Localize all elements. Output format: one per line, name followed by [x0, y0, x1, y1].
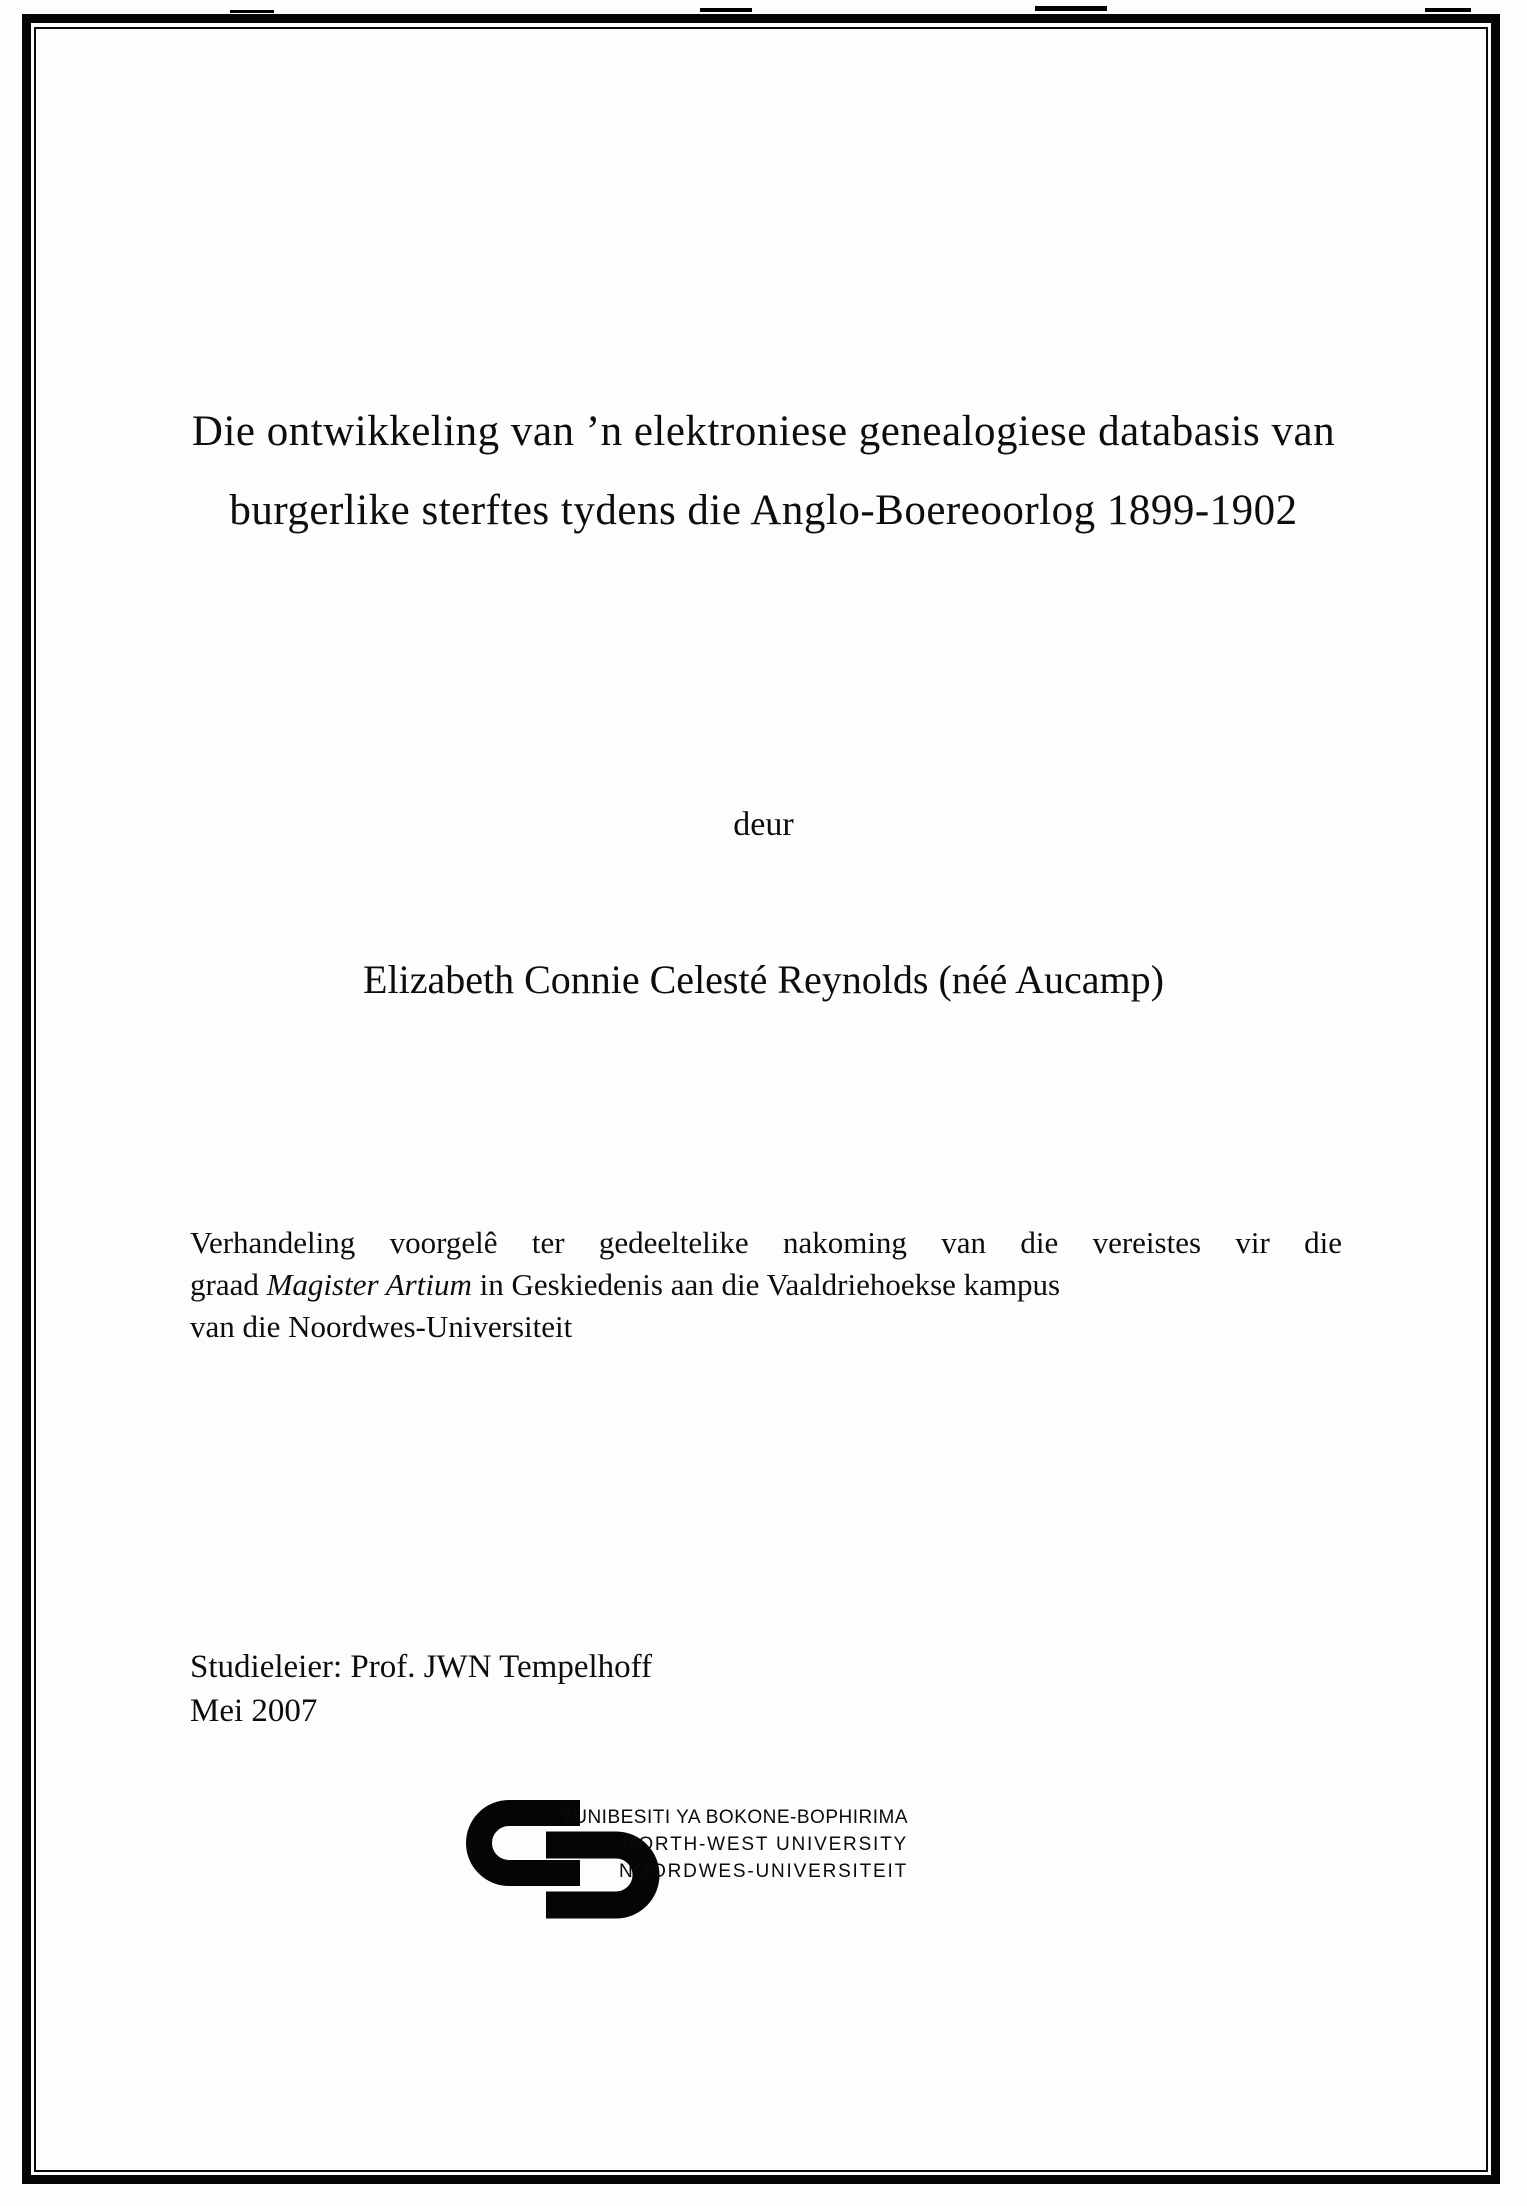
university-logo [463, 1798, 923, 1933]
declaration-line-3: van die Noordwes-Universiteit [190, 1309, 573, 1344]
thesis-title [100, 392, 1427, 550]
byline-label: deur [733, 806, 794, 843]
logo-text-setswana: YUNIBESITI YA BOKONE-BOPHIRIMA [560, 1807, 908, 1828]
degree-name-italic: Magister Artium [266, 1267, 472, 1302]
scan-artifact [700, 8, 752, 12]
date-line: Mei 2007 [190, 1693, 318, 1729]
scan-artifact [230, 10, 274, 13]
logo-text-afrikaans: NOORDWES-UNIVERSITEIT [618, 1861, 908, 1882]
supervisor-block [190, 1645, 652, 1733]
declaration-paragraph [190, 1222, 1342, 1348]
supervisor-line: Studieleier: Prof. JWN Tempelhoff [190, 1649, 653, 1685]
declaration-line-1: Verhandeling voorgelê ter gedeeltelike nakoming van die vereistes vir die [190, 1225, 1342, 1260]
author-name: Elizabeth Connie Celesté Reynolds (néé Aucamp) [363, 957, 1164, 1002]
declaration-line-2-suffix: in Geskiedenis aan die Vaaldriehoekse kampus [471, 1267, 1061, 1302]
thesis-title-line-1: Die ontwikkeling van ’n elektroniese genealogiese databasis van [191, 408, 1336, 455]
logo-text-english: NORTH-WEST UNIVERSITY [622, 1834, 908, 1855]
thesis-title-line-2: burgerlike sterftes tydens die Anglo-Boereoorlog 1899-1902 [229, 487, 1298, 534]
scan-artifact [1425, 8, 1471, 12]
declaration-line-2-prefix: graad [190, 1267, 267, 1302]
declaration-line-2 [190, 1264, 1342, 1306]
university-logo-text [463, 1804, 908, 1885]
scan-artifact [1035, 6, 1107, 11]
